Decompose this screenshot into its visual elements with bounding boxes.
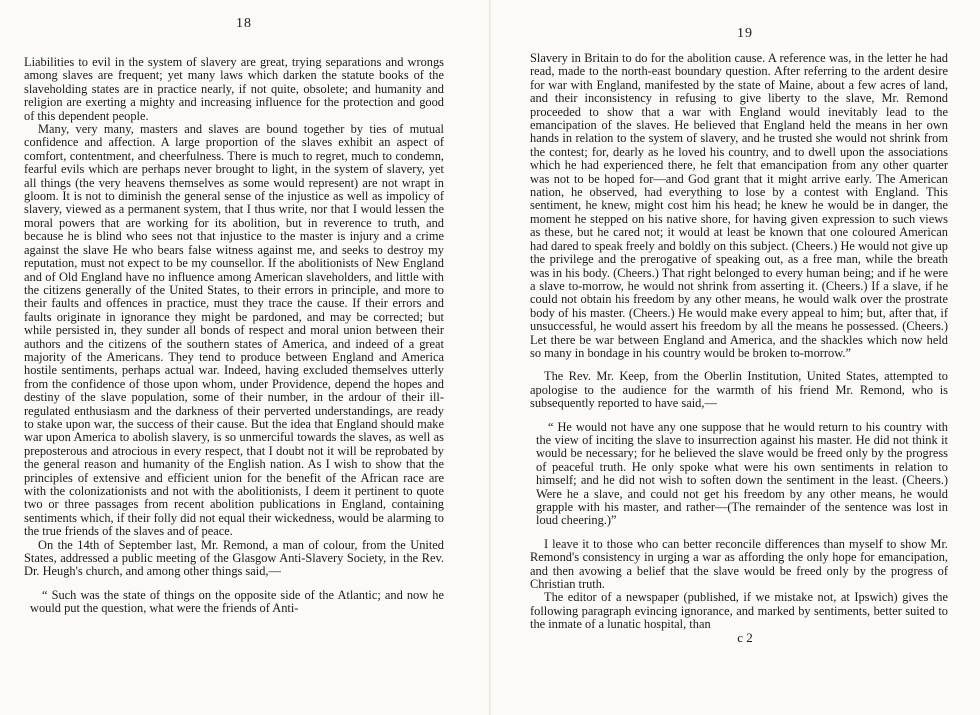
paragraph: I leave it to those who can better reconcile differences than myself to show Mr. Remond's consistency in urging a war as affording the only hope for emancipation, and then avowing a belief that the slave would be freed only by the progress of Christian truth. [530,536,948,592]
page-number: 18 [236,16,252,31]
signature-mark: c 2 [737,629,753,645]
page-text [530,52,948,632]
quote-paragraph: “ Such was the state of things on the opposite side of the Atlantic; and now he would put the question, what were the friends of Anti- [30,587,444,616]
paragraph: On the 14th of September last, Mr. Remond, a man of colour, from the United States, addressed a public meeting of the Glasgow Anti-Slavery Society, in the Rev. Dr. Heugh's church, and among other things said,— [24,537,444,579]
paragraph: Many, very many, masters and slaves are bound together by ties of mutual confidence and affection. A large proportion of the slaves exhibit an aspect of comfort, contentment, and cheerfulness. There is much to regret, much to condemn, fearful evils which are perhaps never brought to light, in the system of slavery, yet all things (the very heavens themselves as some would represent) are not wrapt in gloom. It is not to diminish the general sense of the injustice as well as impolicy of slavery, viewed as a permanent system, that I thus write, nor that I would lessen the moral powers that are working for its abolition, but in reverence to truth, and because he is blind who sees not that injustice to the master is injury and a crime against the slave He who bears false witness against me, and seeks to destroy my reputation, must not expect to be my counsellor. If the abolitionists of New England and of Old England have no influence among American slaveholders, and little with the citizens generally of the United States, to their errors in principle, and more to their faults and offences in practice, must they trace the cause. If their errors and faults originate in ignorance they might be pardoned, and may be corrected; but while persisted in, they sunder all bonds of respect and moral union between their authors and the citizens of the southern states of America, and indeed of a great majority of the Americans. They tend to produce between England and America hostile sentiments, perhaps actual war. Indeed, having excluded themselves utterly from the confidence of those upon whom, under Providence, depend the hopes and destiny of the slave population, some of their number, in the ardour of their ill-regulated enthusiasm and the darkness of their perverted understandings, are ready to stake upon war, the success of their cause. But the idea that England should make war upon America to abolish slavery, is so unmerciful towards the slaves, as well as preposterous and atrocious in every respect, that I doubt not it will be reprobated by the general reason and humanity of the English nation. As I wish to show that the principles of extensive and efficient union for the benefit of the African race are with the colonizationists and not with the abolitionists, I deem it pertinent to quote two or three passages from recent abolition publications in England, containing sentiments which, if their folly did not equal their wickedness, would be alarming to the true friends of the slaves and of peace. [24,122,444,539]
paragraph: The Rev. Mr. Keep, from the Oberlin Institution, United States, attempted to apologise to the audience for the warmth of his friend Mr. Remond, who is subsequently reported to have said,— [530,369,948,411]
page-number: 19 [737,26,753,41]
paragraph: Liabilities to evil in the system of slavery are great, trying separations and wrongs among slaves are frequent; yet many laws which darken the statute books of the slaveholding states are in practice nearly, if not quite, obsolete; and humanity and religion are exerting a mighty and increasing influence for the protection and good of this dependent people. [24,55,444,123]
page-text [24,56,444,616]
paragraph: Slavery in Britain to do for the abolition cause. A reference was, in the letter he had read, made to the north-east boundary question. After referring to the ardent desire for war with England, manifested by the state of Maine, about a few acres of land, and their inconsistency in refusing to give liberty to the slave, Mr. Remond proceeded to show that a war with England would inevitably lead to the emancipation of the slaves. He believed that England held the means in her own hands in relation to the system of slavery, and he trusted she would not shrink from the contest; for, dearly as he loved his country, and to dwell upon the associations which he had experienced there, he felt that emancipation from any other quarter was not to be hoped for—and God grant that it might arrive early. The American nation, he observed, had everything to lose by a contest with England. This sentiment, he knew, might cost him his head; he knew he would be in danger, the moment he stepped on his native shore, for having given expression to such views as these, but he cared not; it would at least be known that one coloured American had dared to speak freely and boldly on this subject. (Cheers.) He would not give up the privilege and the prerogative of speaking out, as a free man, while the breath was in his body. (Cheers.) That right belonged to every human being; and if he were a slave to-morrow, he would not shrink from asserting it. (Cheers.) If a slave, if he could not obtain his freedom by any other means, he would walk over the prostrate body of his master. (Cheers.) He would make every appeal to him; but, after that, if unsuccessful, he would assert his freedom by all the means he possessed. (Cheers.) Let there be war between England and America, and the shackles which now held so many in bondage in his country would be broken to-morrow.” [530,51,948,360]
paragraph: The editor of a newspaper (published, if we mistake not, at Ipswich) gives the following paragraph evincing ignorance, and marked by sentiments, better suited to the inmate of a lunatic hospital, than [530,590,948,632]
quote-paragraph: “ He would not have any one suppose that he would return to his country with the view of inciting the slave to insurrection against his master. He did not think it would be necessary; for he believed the slave would be freed only by the progress of peaceful truth. He only spoke what were his own sentiments in relation to himself; and he did not wish to soften down the sentiment in the least. (Cheers.) Were he a slave, and could not get his freedom by any other means, he would grapple with his master, and rather—(The remainder of the sentence was lost in loud cheering.)” [536,419,948,528]
right-page [490,0,980,715]
